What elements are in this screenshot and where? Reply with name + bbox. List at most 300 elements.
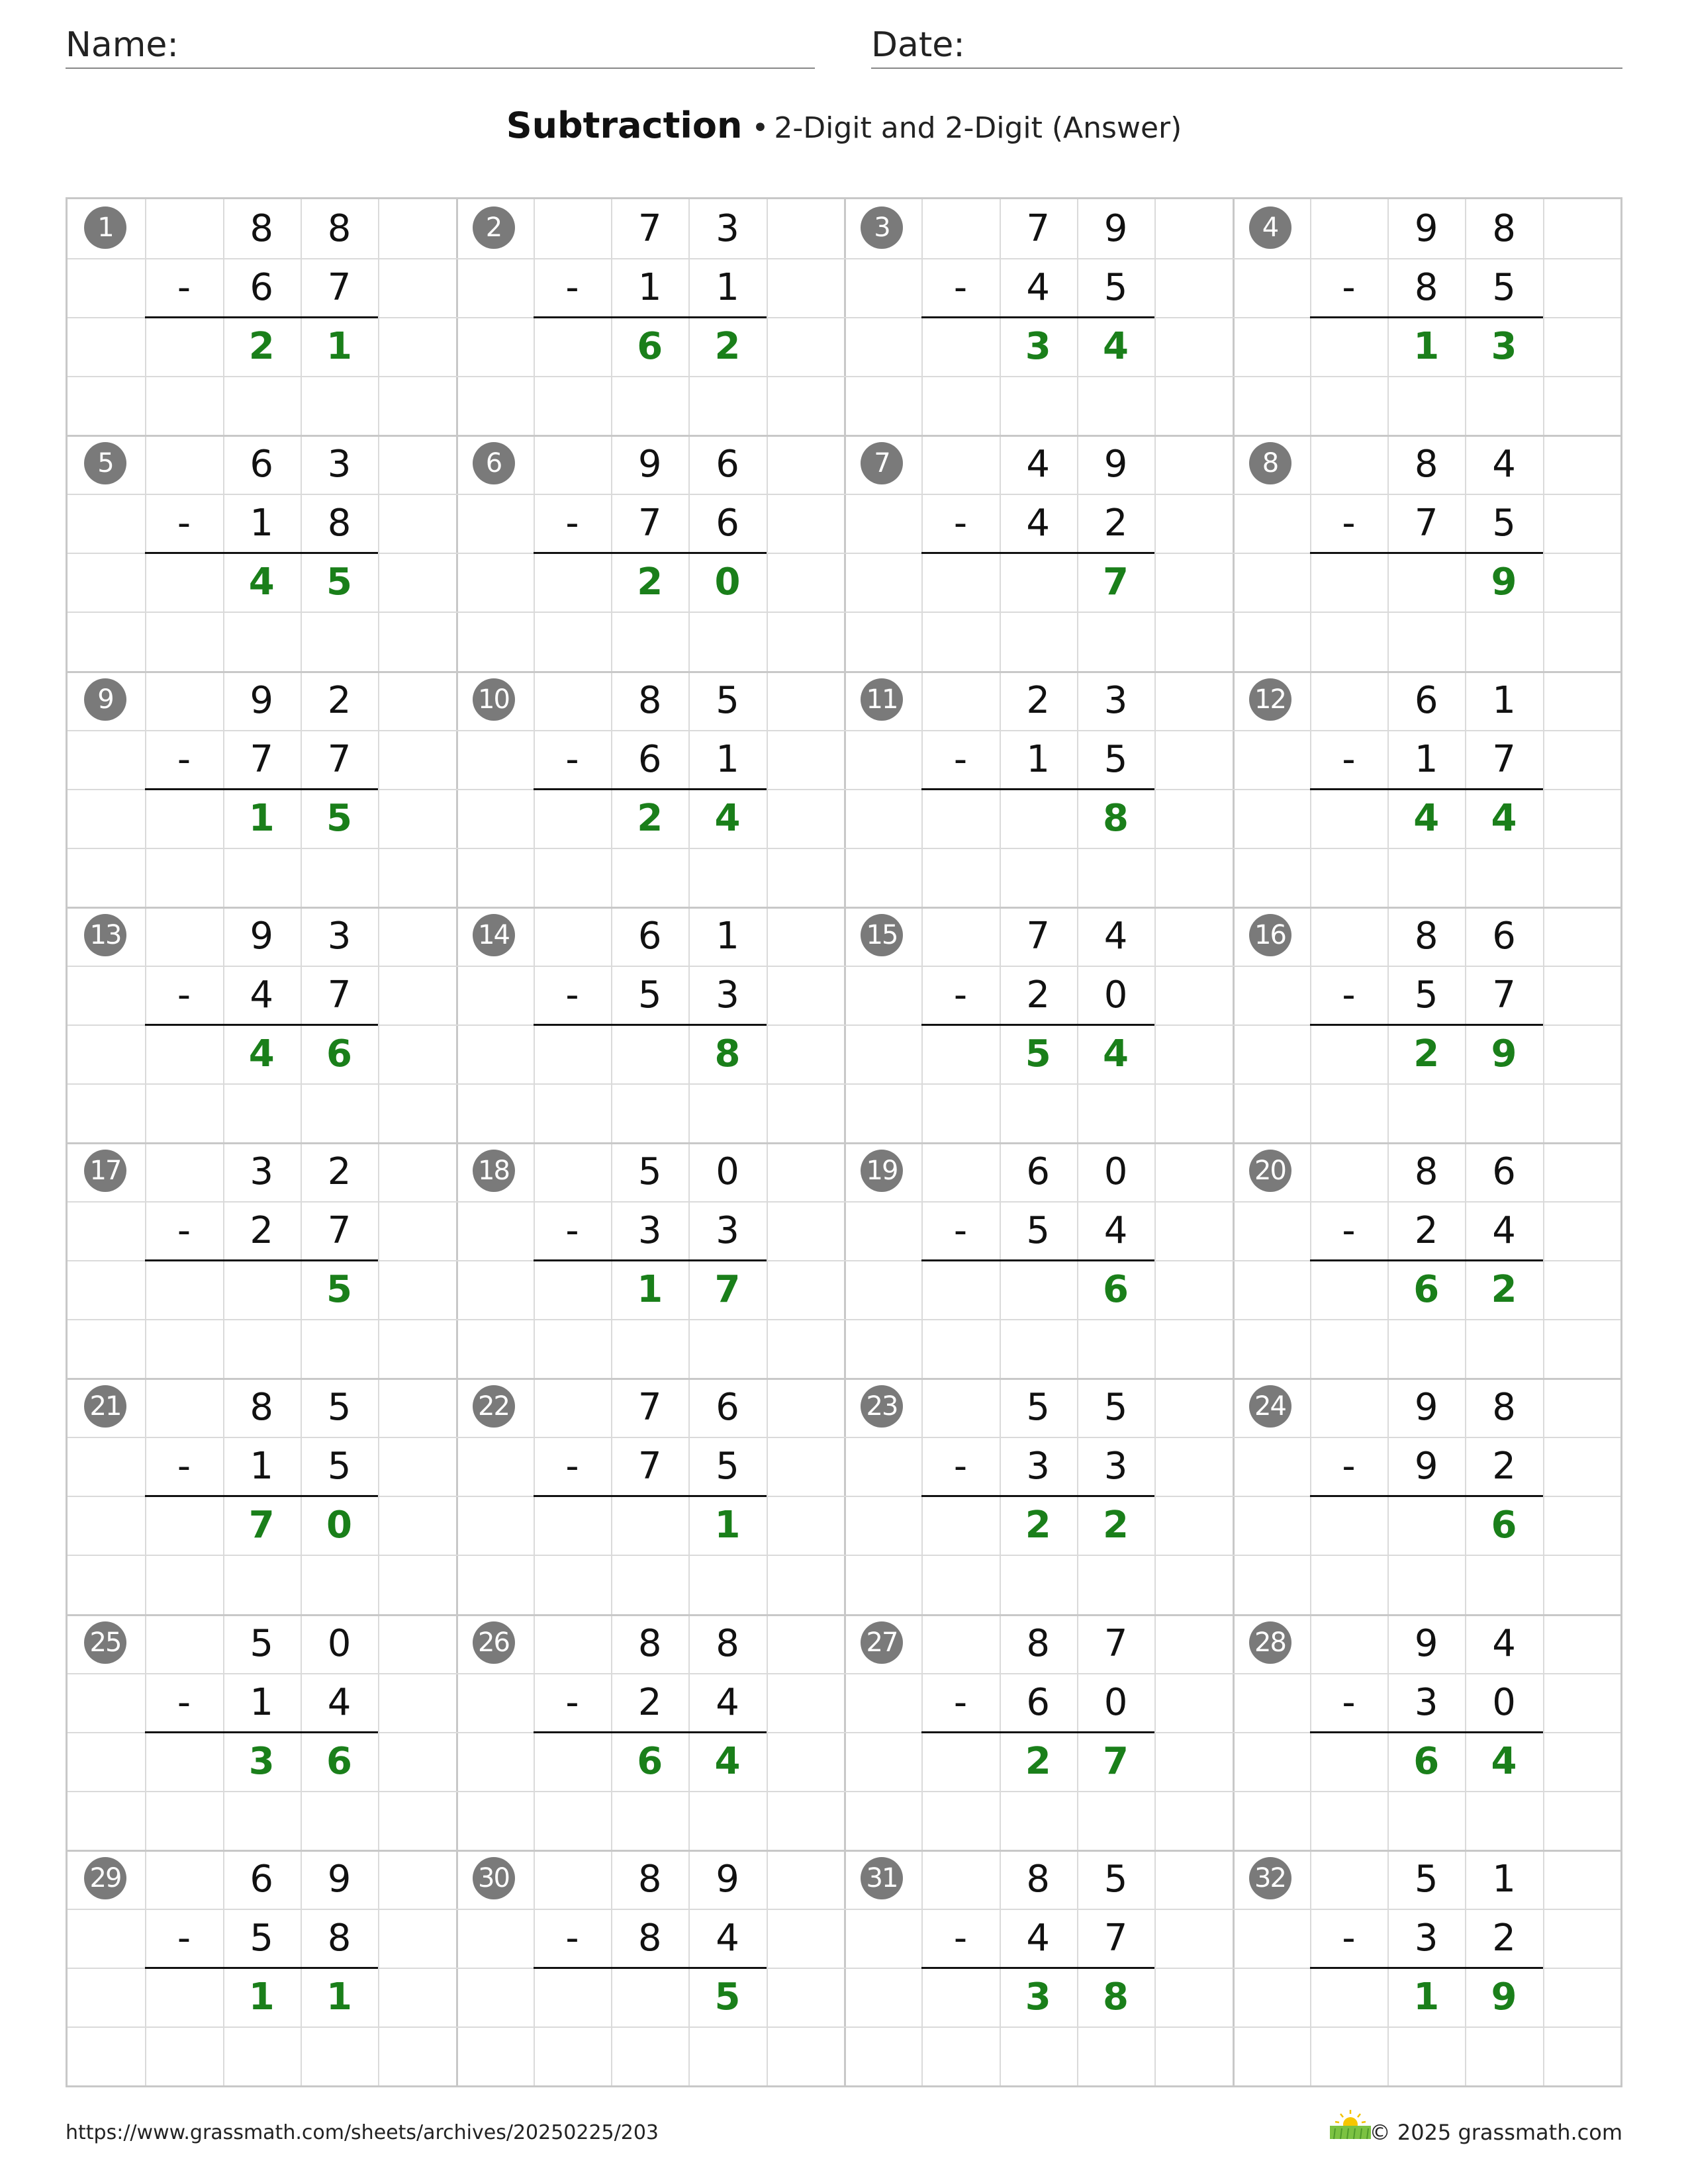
minus-sign: - — [1342, 737, 1356, 781]
answer-rule-line — [921, 1731, 1154, 1733]
minus-sign: - — [953, 502, 968, 545]
problem-grid — [66, 197, 1622, 2087]
answer-tens-digit: 4 — [248, 561, 275, 604]
minus-sign: - — [177, 1916, 191, 1960]
minuend-ones-digit: 1 — [716, 914, 739, 958]
minuend-ones-digit: 8 — [1492, 207, 1516, 250]
subtrahend-tens-digit: 7 — [637, 502, 662, 545]
subtrahend-ones-digit: 3 — [716, 1209, 739, 1253]
answer-ones-digit: 5 — [326, 561, 353, 604]
subtrahend-tens-digit: 7 — [250, 737, 274, 781]
answer-rule-line — [921, 1967, 1154, 1969]
answer-rule-line — [534, 1967, 767, 1969]
answer-tens-digit: 1 — [1413, 1975, 1440, 2019]
problem-number-badge: 25 — [84, 1621, 126, 1664]
answer-tens-digit: 3 — [1025, 1975, 1051, 2019]
problem-number-badge: 19 — [861, 1150, 903, 1192]
minuend-ones-digit: 8 — [1492, 1386, 1516, 1430]
subtrahend-ones-digit: 6 — [716, 502, 739, 545]
subtrahend-tens-digit: 5 — [250, 1916, 274, 1960]
minus-sign: - — [565, 1916, 579, 1960]
minus-sign: - — [565, 1209, 579, 1253]
answer-tens-digit: 1 — [637, 1268, 663, 1312]
minuend-tens-digit: 9 — [1414, 1621, 1438, 1665]
problem-number-badge: 28 — [1249, 1621, 1291, 1664]
answer-rule-line — [921, 552, 1154, 554]
subtrahend-ones-digit: 5 — [1103, 266, 1128, 310]
minuend-tens-digit: 8 — [637, 678, 662, 722]
subtrahend-ones-digit: 0 — [1103, 973, 1128, 1017]
minuend-tens-digit: 8 — [1414, 914, 1438, 958]
subtrahend-tens-digit: 3 — [1026, 1445, 1051, 1488]
subtrahend-ones-digit: 5 — [716, 1445, 739, 1488]
problem-number-badge: 7 — [861, 442, 903, 484]
minuend-tens-digit: 6 — [250, 443, 274, 486]
answer-tens-digit: 5 — [1025, 1032, 1051, 1075]
subtrahend-tens-digit: 1 — [1026, 737, 1051, 781]
subtrahend-ones-digit: 8 — [327, 1916, 352, 1960]
minus-sign: - — [565, 502, 579, 545]
answer-tens-digit: 2 — [1025, 1739, 1051, 1783]
answer-rule-line — [534, 1259, 767, 1261]
problem-number-badge: 30 — [473, 1857, 515, 1899]
answer-rule-line — [921, 316, 1154, 318]
answer-rule-line — [1310, 1259, 1543, 1261]
minuend-ones-digit: 1 — [1492, 1857, 1516, 1901]
subtrahend-tens-digit: 2 — [250, 1209, 274, 1253]
minus-sign: - — [953, 266, 968, 310]
problem-number-badge: 16 — [1249, 914, 1291, 956]
minuend-ones-digit: 8 — [327, 207, 352, 250]
subtrahend-tens-digit: 9 — [1414, 1445, 1438, 1488]
answer-rule-line — [1310, 552, 1543, 554]
answer-tens-digit — [611, 1496, 688, 1555]
grid-row-line — [68, 1083, 1620, 1085]
minuend-ones-digit: 6 — [716, 443, 739, 486]
subtrahend-tens-digit: 7 — [1414, 502, 1438, 545]
subtrahend-ones-digit: 5 — [1492, 266, 1516, 310]
minuend-tens-digit: 8 — [1414, 1150, 1438, 1193]
problem-number-badge: 4 — [1249, 206, 1291, 249]
problem-number-badge: 5 — [84, 442, 126, 484]
answer-tens-digit — [1387, 1496, 1465, 1555]
answer-ones-digit: 7 — [714, 1268, 741, 1312]
subtrahend-tens-digit: 6 — [250, 266, 274, 310]
minuend-ones-digit: 3 — [327, 443, 352, 486]
answer-tens-digit: 2 — [248, 325, 275, 369]
minuend-ones-digit: 1 — [1492, 678, 1516, 722]
answer-ones-digit: 4 — [714, 796, 741, 840]
minuend-ones-digit: 6 — [1492, 914, 1516, 958]
minuend-ones-digit: 6 — [716, 1386, 739, 1430]
answer-ones-digit: 2 — [714, 325, 741, 369]
answer-ones-digit: 6 — [326, 1739, 353, 1783]
subtrahend-ones-digit: 4 — [1103, 1209, 1128, 1253]
answer-ones-digit: 7 — [1103, 561, 1129, 604]
minuend-tens-digit: 2 — [1026, 678, 1051, 722]
minus-sign: - — [1342, 266, 1356, 310]
problem-number-badge: 14 — [473, 914, 515, 956]
subtrahend-ones-digit: 7 — [327, 266, 352, 310]
answer-ones-digit: 5 — [326, 796, 353, 840]
minus-sign: - — [565, 737, 579, 781]
subtrahend-tens-digit: 1 — [250, 1680, 274, 1724]
minuend-tens-digit: 5 — [1414, 1857, 1438, 1901]
answer-tens-digit: 2 — [1413, 1032, 1440, 1075]
answer-tens-digit: 2 — [1025, 1504, 1051, 1547]
answer-ones-digit: 8 — [1103, 1975, 1129, 2019]
answer-tens-digit: 3 — [1025, 325, 1051, 369]
minus-sign: - — [1342, 502, 1356, 545]
grid-row-line — [68, 1791, 1620, 1792]
date-label: Date: — [871, 25, 965, 65]
subtrahend-ones-digit: 7 — [327, 1209, 352, 1253]
answer-rule-line — [534, 316, 767, 318]
grid-row-line — [68, 2026, 1620, 2028]
minus-sign: - — [1342, 1680, 1356, 1724]
answer-tens-digit: 6 — [1413, 1739, 1440, 1783]
problem-number-badge: 26 — [473, 1621, 515, 1664]
problem-number-badge: 1 — [84, 206, 126, 249]
answer-rule-line — [145, 1024, 378, 1026]
minuend-tens-digit: 8 — [250, 207, 274, 250]
answer-ones-digit: 4 — [714, 1739, 741, 1783]
title-subtitle: 2-Digit and 2-Digit (Answer) — [774, 111, 1182, 145]
subtrahend-tens-digit: 1 — [1414, 737, 1438, 781]
minus-sign: - — [177, 737, 191, 781]
answer-ones-digit: 9 — [1491, 1032, 1517, 1075]
answer-rule-line — [534, 788, 767, 790]
minuend-tens-digit: 3 — [250, 1150, 274, 1193]
problem-number-badge: 15 — [861, 914, 903, 956]
answer-ones-digit: 1 — [326, 1975, 353, 2019]
copyright-text: © 2025 grassmath.com — [1369, 2120, 1622, 2145]
answer-rule-line — [145, 1259, 378, 1261]
problem-number-badge: 12 — [1249, 678, 1291, 721]
subtrahend-tens-digit: 4 — [250, 973, 274, 1017]
minus-sign: - — [953, 973, 968, 1017]
minuend-ones-digit: 5 — [1103, 1857, 1128, 1901]
subtrahend-tens-digit: 5 — [1026, 1209, 1051, 1253]
grid-row-line — [68, 1555, 1620, 1556]
minuend-ones-digit: 9 — [1103, 443, 1128, 486]
subtrahend-ones-digit: 5 — [327, 1445, 352, 1488]
minuend-tens-digit: 8 — [637, 1857, 662, 1901]
answer-ones-digit: 1 — [326, 325, 353, 369]
title-main: Subtraction — [506, 105, 743, 146]
title-bullet: • — [751, 111, 769, 145]
name-label: Name: — [66, 25, 179, 65]
minuend-ones-digit: 9 — [716, 1857, 739, 1901]
minuend-ones-digit: 5 — [716, 678, 739, 722]
problem-number-badge: 29 — [84, 1857, 126, 1899]
problem-number-badge: 11 — [861, 678, 903, 721]
answer-tens-digit: 7 — [248, 1504, 275, 1547]
grid-row-line — [68, 376, 1620, 377]
minuend-tens-digit: 7 — [1026, 914, 1051, 958]
minuend-tens-digit: 7 — [1026, 207, 1051, 250]
minuend-tens-digit: 5 — [250, 1621, 274, 1665]
problem-number-badge: 24 — [1249, 1385, 1291, 1428]
answer-ones-digit: 6 — [1491, 1504, 1517, 1547]
minuend-tens-digit: 7 — [637, 207, 662, 250]
minuend-ones-digit: 3 — [716, 207, 739, 250]
answer-ones-digit: 4 — [1103, 325, 1129, 369]
subtrahend-tens-digit: 3 — [637, 1209, 662, 1253]
minuend-ones-digit: 3 — [327, 914, 352, 958]
answer-tens-digit — [223, 1260, 301, 1319]
answer-ones-digit: 9 — [1491, 1975, 1517, 2019]
minuend-ones-digit: 0 — [716, 1150, 739, 1193]
minus-sign: - — [953, 737, 968, 781]
minuend-tens-digit: 8 — [637, 1621, 662, 1665]
minus-sign: - — [1342, 1445, 1356, 1488]
answer-tens-digit: 1 — [248, 1975, 275, 2019]
minus-sign: - — [177, 502, 191, 545]
minuend-tens-digit: 8 — [1414, 443, 1438, 486]
minus-sign: - — [953, 1209, 968, 1253]
subtrahend-ones-digit: 2 — [1103, 502, 1128, 545]
date-line[interactable] — [871, 68, 1622, 69]
answer-rule-line — [921, 788, 1154, 790]
subtrahend-ones-digit: 7 — [1492, 737, 1516, 781]
minuend-ones-digit: 0 — [1103, 1150, 1128, 1193]
minuend-ones-digit: 9 — [327, 1857, 352, 1901]
minuend-tens-digit: 8 — [1026, 1621, 1051, 1665]
answer-ones-digit: 5 — [714, 1975, 741, 2019]
answer-rule-line — [145, 552, 378, 554]
answer-tens-digit: 6 — [637, 325, 663, 369]
minuend-ones-digit: 9 — [1103, 207, 1128, 250]
subtrahend-ones-digit: 4 — [716, 1680, 739, 1724]
subtrahend-tens-digit: 2 — [637, 1680, 662, 1724]
minus-sign: - — [953, 1445, 968, 1488]
problem-number-badge: 18 — [473, 1150, 515, 1192]
answer-rule-line — [921, 1495, 1154, 1497]
minuend-tens-digit: 8 — [1026, 1857, 1051, 1901]
subtrahend-tens-digit: 6 — [1026, 1680, 1051, 1724]
answer-ones-digit: 1 — [714, 1504, 741, 1547]
answer-ones-digit: 8 — [1103, 796, 1129, 840]
answer-rule-line — [145, 788, 378, 790]
subtrahend-ones-digit: 4 — [327, 1680, 352, 1724]
minus-sign: - — [177, 1209, 191, 1253]
subtrahend-ones-digit: 2 — [1492, 1445, 1516, 1488]
problem-number-badge: 17 — [84, 1150, 126, 1192]
subtrahend-ones-digit: 0 — [1103, 1680, 1128, 1724]
answer-rule-line — [1310, 1495, 1543, 1497]
worksheet-title — [0, 105, 1688, 146]
subtrahend-tens-digit: 2 — [1414, 1209, 1438, 1253]
minuend-tens-digit: 9 — [1414, 207, 1438, 250]
problem-number-badge: 8 — [1249, 442, 1291, 484]
answer-tens-digit: 2 — [637, 796, 663, 840]
minus-sign: - — [1342, 973, 1356, 1017]
answer-ones-digit: 0 — [326, 1504, 353, 1547]
subtrahend-tens-digit: 5 — [637, 973, 662, 1017]
problem-number-badge: 20 — [1249, 1150, 1291, 1192]
minuend-ones-digit: 5 — [1103, 1386, 1128, 1430]
subtrahend-tens-digit: 2 — [1026, 973, 1051, 1017]
minuend-tens-digit: 7 — [637, 1386, 662, 1430]
minuend-tens-digit: 6 — [1414, 678, 1438, 722]
minuend-tens-digit: 5 — [1026, 1386, 1051, 1430]
problem-number-badge: 3 — [861, 206, 903, 249]
subtrahend-tens-digit: 4 — [1026, 502, 1051, 545]
subtrahend-ones-digit: 7 — [327, 973, 352, 1017]
minuend-tens-digit: 6 — [1026, 1150, 1051, 1193]
footer-url[interactable]: https://www.grassmath.com/sheets/archives/20250225/203 — [66, 2121, 659, 2144]
answer-rule-line — [145, 316, 378, 318]
subtrahend-ones-digit: 7 — [1492, 973, 1516, 1017]
answer-ones-digit: 6 — [1103, 1268, 1129, 1312]
subtrahend-tens-digit: 4 — [1026, 1916, 1051, 1960]
answer-tens-digit — [1000, 553, 1077, 612]
minuend-tens-digit: 9 — [250, 914, 274, 958]
subtrahend-ones-digit: 1 — [716, 737, 739, 781]
answer-ones-digit: 4 — [1103, 1032, 1129, 1075]
subtrahend-tens-digit: 5 — [1414, 973, 1438, 1017]
answer-tens-digit — [611, 1024, 688, 1083]
answer-tens-digit: 2 — [637, 561, 663, 604]
problem-number-badge: 23 — [861, 1385, 903, 1428]
answer-rule-line — [921, 1259, 1154, 1261]
answer-rule-line — [145, 1967, 378, 1969]
answer-rule-line — [921, 1024, 1154, 1026]
answer-ones-digit: 6 — [326, 1032, 353, 1075]
minuend-ones-digit: 7 — [1103, 1621, 1128, 1665]
answer-tens-digit: 4 — [1413, 796, 1440, 840]
answer-rule-line — [534, 1731, 767, 1733]
answer-tens-digit — [1000, 1260, 1077, 1319]
minuend-tens-digit: 8 — [250, 1386, 274, 1430]
minus-sign: - — [177, 973, 191, 1017]
answer-tens-digit — [1387, 553, 1465, 612]
answer-ones-digit: 3 — [1491, 325, 1517, 369]
name-line[interactable] — [66, 68, 815, 69]
subtrahend-ones-digit: 3 — [1103, 1445, 1128, 1488]
problem-number-badge: 31 — [861, 1857, 903, 1899]
answer-rule-line — [1310, 1731, 1543, 1733]
answer-ones-digit: 5 — [326, 1268, 353, 1312]
answer-rule-line — [145, 1495, 378, 1497]
subtrahend-tens-digit: 4 — [1026, 266, 1051, 310]
subtrahend-tens-digit: 8 — [637, 1916, 662, 1960]
answer-ones-digit: 7 — [1103, 1739, 1129, 1783]
subtrahend-ones-digit: 5 — [1492, 502, 1516, 545]
answer-tens-digit — [1000, 789, 1077, 848]
sun-over-grass-icon — [1327, 2109, 1374, 2140]
subtrahend-ones-digit: 2 — [1492, 1916, 1516, 1960]
minuend-ones-digit: 6 — [1492, 1150, 1516, 1193]
answer-rule-line — [534, 552, 767, 554]
subtrahend-tens-digit: 8 — [1414, 266, 1438, 310]
minuend-ones-digit: 8 — [716, 1621, 739, 1665]
minuend-tens-digit: 5 — [637, 1150, 662, 1193]
subtrahend-ones-digit: 7 — [327, 737, 352, 781]
subtrahend-tens-digit: 1 — [637, 266, 662, 310]
minuend-ones-digit: 4 — [1103, 914, 1128, 958]
minuend-tens-digit: 9 — [250, 678, 274, 722]
minus-sign: - — [565, 1680, 579, 1724]
minus-sign: - — [953, 1916, 968, 1960]
subtrahend-ones-digit: 3 — [716, 973, 739, 1017]
answer-tens-digit: 1 — [248, 796, 275, 840]
answer-ones-digit: 2 — [1103, 1504, 1129, 1547]
answer-rule-line — [1310, 1024, 1543, 1026]
subtrahend-ones-digit: 1 — [716, 266, 739, 310]
answer-tens-digit: 6 — [637, 1739, 663, 1783]
subtrahend-tens-digit: 6 — [637, 737, 662, 781]
problem-number-badge: 9 — [84, 678, 126, 721]
problem-number-badge: 10 — [473, 678, 515, 721]
subtrahend-ones-digit: 4 — [1492, 1209, 1516, 1253]
minuend-tens-digit: 6 — [637, 914, 662, 958]
answer-ones-digit: 4 — [1491, 1739, 1517, 1783]
minus-sign: - — [177, 1445, 191, 1488]
minus-sign: - — [177, 1680, 191, 1724]
minus-sign: - — [565, 973, 579, 1017]
answer-tens-digit — [611, 1968, 688, 2026]
problem-number-badge: 22 — [473, 1385, 515, 1428]
minuend-ones-digit: 4 — [1492, 443, 1516, 486]
minuend-ones-digit: 2 — [327, 1150, 352, 1193]
answer-ones-digit: 9 — [1491, 561, 1517, 604]
subtrahend-tens-digit: 3 — [1414, 1680, 1438, 1724]
problem-number-badge: 6 — [473, 442, 515, 484]
problem-number-badge: 21 — [84, 1385, 126, 1428]
minus-sign: - — [565, 1445, 579, 1488]
subtrahend-ones-digit: 4 — [716, 1916, 739, 1960]
answer-tens-digit: 6 — [1413, 1268, 1440, 1312]
minuend-tens-digit: 6 — [250, 1857, 274, 1901]
grid-row-line — [68, 848, 1620, 849]
subtrahend-tens-digit: 7 — [637, 1445, 662, 1488]
minus-sign: - — [565, 266, 579, 310]
answer-ones-digit: 2 — [1491, 1268, 1517, 1312]
answer-rule-line — [534, 1024, 767, 1026]
answer-tens-digit: 1 — [1413, 325, 1440, 369]
answer-ones-digit: 4 — [1491, 796, 1517, 840]
problem-number-badge: 13 — [84, 914, 126, 956]
minuend-tens-digit: 4 — [1026, 443, 1051, 486]
minus-sign: - — [1342, 1209, 1356, 1253]
minuend-ones-digit: 3 — [1103, 678, 1128, 722]
subtrahend-tens-digit: 1 — [250, 1445, 274, 1488]
minuend-ones-digit: 4 — [1492, 1621, 1516, 1665]
minus-sign: - — [177, 266, 191, 310]
problem-number-badge: 27 — [861, 1621, 903, 1664]
answer-tens-digit: 3 — [248, 1739, 275, 1783]
subtrahend-ones-digit: 0 — [1492, 1680, 1516, 1724]
minuend-tens-digit: 9 — [1414, 1386, 1438, 1430]
minus-sign: - — [1342, 1916, 1356, 1960]
answer-ones-digit: 0 — [714, 561, 741, 604]
minuend-ones-digit: 2 — [327, 678, 352, 722]
answer-rule-line — [145, 1731, 378, 1733]
problem-number-badge: 2 — [473, 206, 515, 249]
subtrahend-ones-digit: 8 — [327, 502, 352, 545]
answer-ones-digit: 8 — [714, 1032, 741, 1075]
answer-tens-digit: 4 — [248, 1032, 275, 1075]
answer-rule-line — [1310, 1967, 1543, 1969]
grid-row-line — [68, 1319, 1620, 1320]
answer-rule-line — [534, 1495, 767, 1497]
subtrahend-tens-digit: 1 — [250, 502, 274, 545]
subtrahend-tens-digit: 3 — [1414, 1916, 1438, 1960]
subtrahend-ones-digit: 7 — [1103, 1916, 1128, 1960]
subtrahend-ones-digit: 5 — [1103, 737, 1128, 781]
